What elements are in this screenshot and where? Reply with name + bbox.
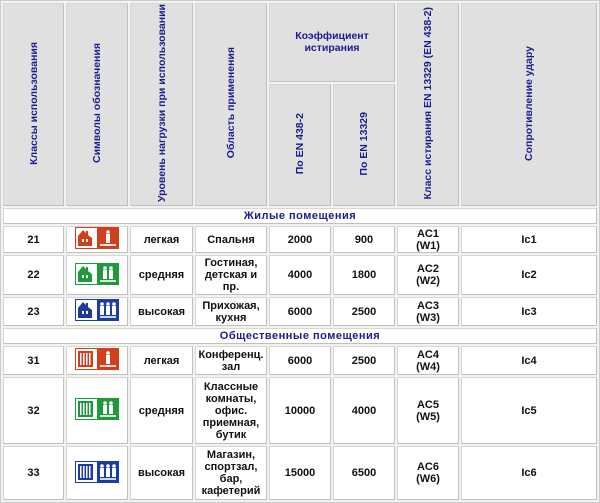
- en13329-cell: 2500: [333, 346, 395, 375]
- header-symbols: [66, 3, 128, 206]
- symbol-cell: [66, 446, 128, 500]
- class-cell: 31: [3, 346, 64, 375]
- header-abrasion-class: [397, 3, 459, 206]
- load-cell: высокая: [130, 297, 193, 326]
- commercial-medium-icon: [75, 398, 119, 423]
- ac-value: AC6: [416, 461, 439, 474]
- section-title: Жилые помещения: [3, 208, 597, 224]
- en438-cell: 10000: [269, 377, 331, 444]
- w-value: (W4): [416, 360, 440, 373]
- w-value: (W5): [416, 410, 440, 423]
- en438-cell: 6000: [269, 346, 331, 375]
- symbol-cell: [66, 377, 128, 444]
- impact-cell: Ic2: [461, 255, 597, 295]
- class-cell: 33: [3, 446, 64, 500]
- en438-cell: 2000: [269, 226, 331, 253]
- header-impact: [461, 3, 597, 206]
- residential-heavy-icon: [75, 299, 119, 324]
- ac-value: AC4: [416, 348, 439, 361]
- abrasion-class-cell: [397, 255, 459, 295]
- class-cell: 21: [3, 226, 64, 253]
- abrasion-class-cell: [397, 446, 459, 500]
- table-row: [3, 346, 597, 375]
- area-cell: Прихожая, кухня: [195, 297, 267, 326]
- area-cell: Спальня: [195, 226, 267, 253]
- en13329-cell: 2500: [333, 297, 395, 326]
- residential-light-icon: [75, 227, 119, 252]
- header-area: [195, 3, 267, 206]
- header-abrasion-label: Класс истирания EN 13329 (EN 438-2): [422, 6, 434, 200]
- area-cell: Магазин, спортзал, бар, кафетерий: [195, 446, 267, 500]
- residential-medium-icon: [75, 263, 119, 288]
- load-cell: высокая: [130, 446, 193, 500]
- impact-cell: Ic3: [461, 297, 597, 326]
- table-row: [3, 377, 597, 444]
- en438-cell: 4000: [269, 255, 331, 295]
- w-value: (W1): [416, 239, 440, 252]
- symbol-cell: [66, 226, 128, 253]
- load-cell: средняя: [130, 255, 193, 295]
- symbol-cell: [66, 297, 128, 326]
- w-value: (W3): [416, 311, 440, 324]
- en13329-cell: 900: [333, 226, 395, 253]
- header-load-label: Уровень нагрузки при использовании: [155, 4, 168, 203]
- abrasion-class-cell: [397, 297, 459, 326]
- en438-cell: 6000: [269, 297, 331, 326]
- section-title: Общественные помещения: [3, 328, 597, 344]
- symbol-cell: [66, 255, 128, 295]
- table-row: [3, 226, 597, 253]
- abrasion-class-cell: [397, 226, 459, 253]
- class-cell: 32: [3, 377, 64, 444]
- area-cell: Классные комнаты, офис. приемная, бутик: [195, 377, 267, 444]
- impact-cell: Ic5: [461, 377, 597, 444]
- impact-cell: Ic4: [461, 346, 597, 375]
- header-en438-label: По EN 438-2: [294, 112, 306, 174]
- en13329-cell: 6500: [333, 446, 395, 500]
- header-impact-label: Сопротивление удару: [523, 45, 535, 161]
- area-cell: Конференц. зал: [195, 346, 267, 375]
- header-en13329-label: По EN 13329: [358, 111, 370, 176]
- impact-cell: Ic6: [461, 446, 597, 500]
- impact-cell: Ic1: [461, 226, 597, 253]
- header-en13329: [333, 84, 395, 206]
- w-value: (W2): [416, 275, 440, 288]
- table-row: [3, 446, 597, 500]
- header-area-label: Область применения: [225, 47, 237, 159]
- ac-value: AC5: [416, 398, 439, 411]
- ac-value: AC2: [416, 263, 439, 276]
- en13329-cell: 1800: [333, 255, 395, 295]
- commercial-heavy-icon: [75, 461, 119, 486]
- w-value: (W6): [416, 473, 440, 486]
- header-class-label: Классы использования: [27, 41, 40, 165]
- en438-cell: 15000: [269, 446, 331, 500]
- load-cell: легкая: [130, 226, 193, 253]
- class-cell: 22: [3, 255, 64, 295]
- ac-value: AC3: [416, 299, 439, 312]
- header-load: [130, 3, 193, 206]
- header-coef: Коэффициент истирания: [269, 3, 395, 82]
- header-en438: [269, 84, 331, 206]
- table-row: [3, 297, 597, 326]
- abrasion-class-cell: [397, 377, 459, 444]
- class-cell: 23: [3, 297, 64, 326]
- ac-value: AC1: [416, 227, 439, 240]
- en13329-cell: 4000: [333, 377, 395, 444]
- abrasion-class-cell: [397, 346, 459, 375]
- area-cell: Гостиная, детская и пр.: [195, 255, 267, 295]
- load-cell: средняя: [130, 377, 193, 444]
- commercial-light-icon: [75, 348, 119, 373]
- load-cell: легкая: [130, 346, 193, 375]
- symbol-cell: [66, 346, 128, 375]
- table-row: [3, 255, 597, 295]
- header-class: [3, 3, 64, 206]
- header-symbols-label: Символы обозначения: [91, 43, 103, 164]
